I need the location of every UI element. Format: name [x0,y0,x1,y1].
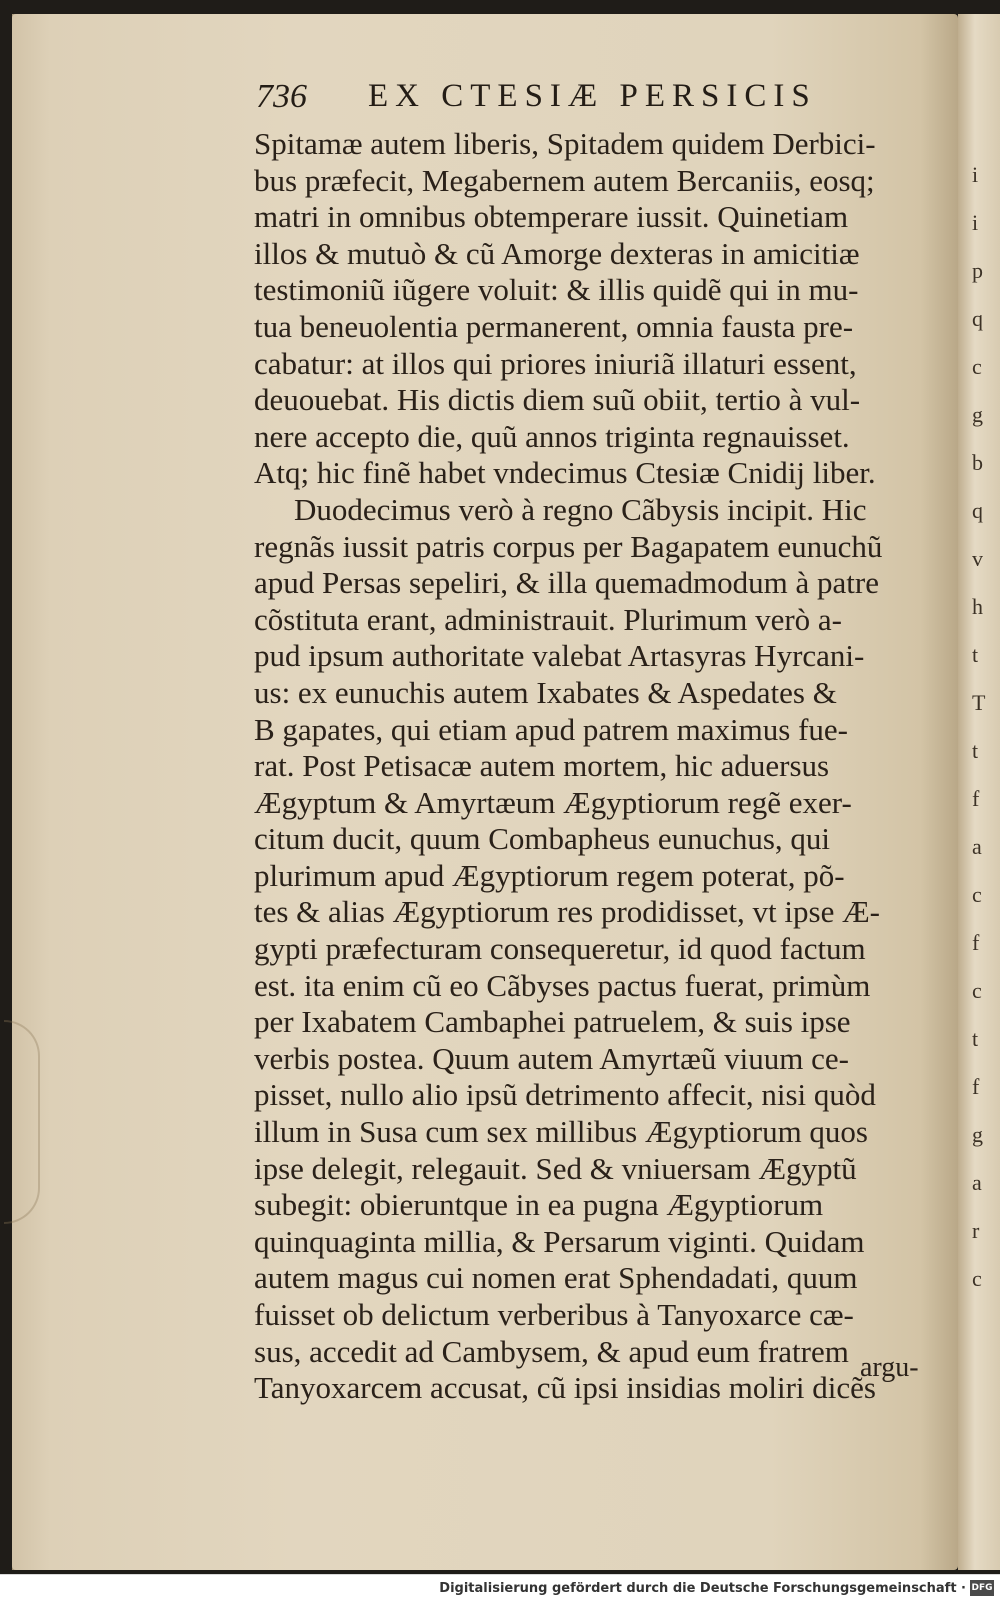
text-line: nere accepto die, quũ annos triginta regnauisset. [254,418,850,454]
facing-page-fragment: c [972,978,982,1003]
text-line: fuisset ob delictum verberibus à Tanyoxarce cæ- [254,1297,854,1332]
text-line: autem magus cui nomen erat Sphendadati, quum [254,1260,858,1296]
facing-page-fragment: a [972,1170,982,1195]
facing-page-fragment: c [972,1266,982,1291]
text-line: matri in omnibus obtemperare iussit. Quinetiam [254,199,849,235]
facing-page-fragment: t [972,642,979,667]
text-line: apud Persas sepeliri, & illa quemadmodum à patre [254,565,879,601]
facing-page-edge [958,14,1000,1570]
text-line: Atq; hic finẽ habet vndecimus Ctesiæ Cnidij liber. [254,455,876,491]
text-line: deuouebat. His dictis diem suũ obiit, tertio à vul- [254,382,861,418]
facing-page-fragment: g [972,1122,983,1147]
text-line: pisset, nullo alio ipsũ detrimento affecit, nisi quòd [254,1077,876,1113]
text-line: B gapates, qui etiam apud patrem maximus fue- [254,711,848,747]
page-header [256,78,856,124]
text-line: ipse delegit, relegauit. Sed & vniuersam Ægyptũ [254,1150,857,1186]
text-line: pud ipsum authoritate valebat Artasyras Hyrcani- [254,638,865,674]
digitization-credit: Digitalisierung gefördert durch die Deutsche Forschungsgemeinschaft · [439,1581,966,1596]
page-number: 736 [256,78,307,115]
facing-page-fragment: p [972,258,983,283]
facing-page-fragment: f [972,930,980,955]
facing-page-fragment: f [972,1074,980,1099]
text-line: Duodecimus verò à regno Cãbysis incipit. Hic [294,491,867,527]
facing-page-fragment: a [972,834,982,859]
facing-page-fragment: q [972,498,983,523]
dfg-logo: DFG [970,1580,994,1596]
text-line: citum ducit, quum Combapheus eunuchus, qui [254,821,831,857]
facing-page-fragment: g [972,402,983,427]
text-line: tua beneuolentia permanerent, omnia fausta pre- [254,308,854,344]
facing-page-fragment: r [972,1218,980,1243]
text-line: verbis postea. Quum autem Amyrtæũ viuum ce- [254,1040,849,1076]
text-line: est. ita enim cũ eo Cãbyses pactus fuerat, primùm [254,967,871,1003]
facing-page-fragment: c [972,882,982,907]
facing-page-fragment: f [972,786,980,811]
text-line: illum in Susa cum sex millibus Ægyptiorum quos [254,1114,868,1150]
text-line: plurimum apud Ægyptiorum regem poterat, põ- [254,857,845,893]
facing-page-fragment: h [972,594,983,619]
facing-page-fragment: b [972,450,983,475]
body-text [254,126,944,1407]
text-line: tes & alias Ægyptiorum res prodidisset, vt ipse Æ- [254,894,880,930]
facing-page-fragment: T [972,690,986,715]
facing-page-fragment: v [972,546,983,571]
running-title: EX CTESIÆ PERSICIS [368,78,817,114]
text-line: regnãs iussit patris corpus per Bagapatem eunuchũ [254,528,883,564]
text-line: rat. Post Petisacæ autem mortem, hic aduersus [254,748,830,784]
text-line: illos & mutuò & cũ Amorge dexteras in amicitiæ [254,235,860,271]
text-line: sus, accedit ad Cambysem, & apud eum fratrem [254,1333,849,1369]
text-line: bus præfecit, Megabernem autem Bercaniis, eosq; [254,162,875,198]
catchword: argu- [860,1352,919,1383]
facing-page-fragment: t [972,738,979,763]
footer-bar [0,1574,1000,1603]
text-line: per Ixabatem Cambaphei patruelem, & suis ipse [254,1004,851,1040]
facing-page-fragment: t [972,1026,979,1051]
text-line: gypti præfecturam consequeretur, id quod factum [254,931,866,967]
text-line: quinquaginta millia, & Persarum viginti. Quidam [254,1223,865,1259]
text-line: Ægyptum & Amyrtæum Ægyptiorum regẽ exer- [254,784,852,820]
text-line: cabatur: at illos qui priores iniuriã illaturi essent, [254,345,857,381]
text-line: cõstituta erant, administrauit. Plurimum verò a- [254,601,843,637]
facing-page-fragment: i [972,162,979,187]
text-line: Spitamæ autem liberis, Spitadem quidem Derbici- [254,126,876,161]
page-fold-mark [4,1020,40,1224]
text-line: Tanyoxarcem accusat, cũ ipsi insidias moliri dicẽs [254,1370,876,1406]
text-line: testimoniũ iũgere voluit: & illis quidẽ qui in mu- [254,272,859,308]
facing-page-fragment: q [972,306,983,331]
facing-page-fragment: c [972,354,982,379]
text-line: subegit: obieruntque in ea pugna Ægyptiorum [254,1187,824,1223]
facing-page-fragment: i [972,210,979,235]
text-line: us: ex eunuchis autem Ixabates & Aspedates & [254,674,837,710]
